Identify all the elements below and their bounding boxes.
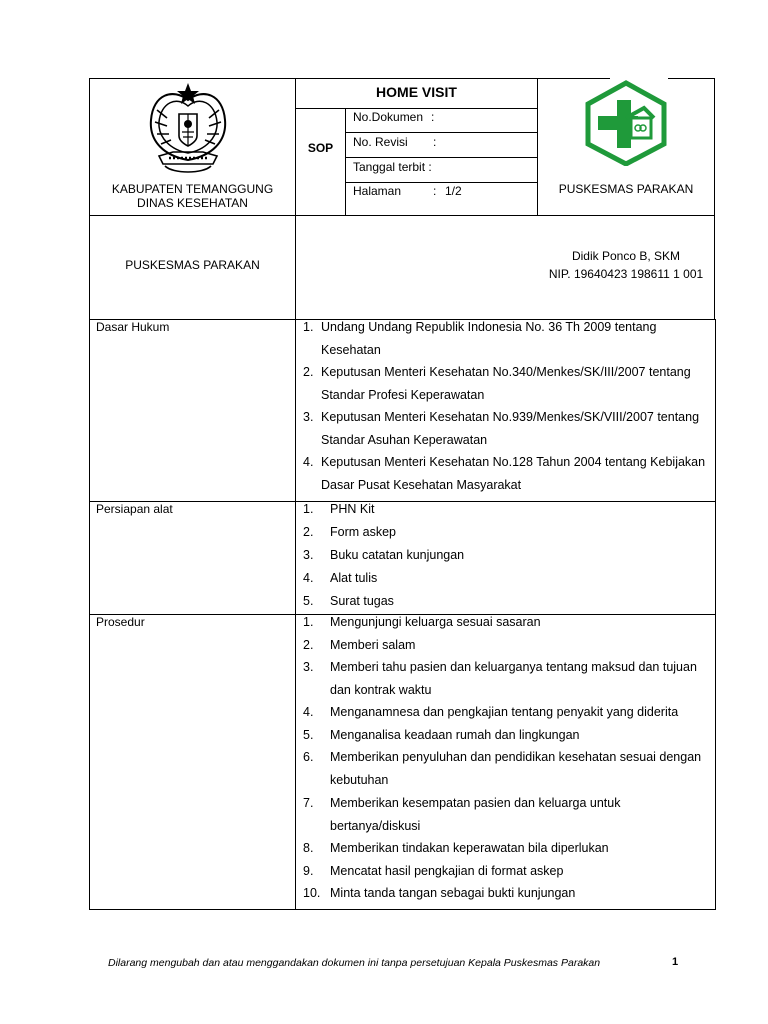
list-item-number: 4. xyxy=(303,571,314,585)
list-item-text: Buku catatan kunjungan xyxy=(330,548,465,562)
doc-field-label: Halaman xyxy=(353,184,402,198)
doc-field-no-revisi xyxy=(353,135,533,149)
list-item-text: Mencatat hasil pengkajian di format askep xyxy=(330,864,564,878)
section-label-dasar-hukum: Dasar Hukum xyxy=(96,320,170,334)
list-item-text: Memberi tahu pasien dan keluarganya tentang maksud dan tujuan xyxy=(330,660,697,674)
list-item-text: Memberi salam xyxy=(330,638,416,652)
puskesmas-logo-icon xyxy=(584,80,668,166)
list-item-number: 4. xyxy=(303,705,314,719)
list-item-text: Memberikan kesempatan pasien dan keluarga untuk xyxy=(330,796,621,810)
list-item-text: dan kontrak waktu xyxy=(330,683,432,697)
list-item-number: 1. xyxy=(303,502,314,516)
list-item-number: 3. xyxy=(303,660,314,674)
page-title: HOME VISIT xyxy=(376,84,457,100)
list-item-number: 1. xyxy=(303,615,314,629)
sop-label: SOP xyxy=(307,141,334,155)
footer-note: Dilarang mengubah dan atau menggandakan dokumen ini tanpa persetujuan Kepala Puskesmas Parakan xyxy=(108,957,601,969)
list-item-text: Dasar Pusat Kesehatan Masyarakat xyxy=(321,478,522,492)
left-org-line2: DINAS KESEHATAN xyxy=(137,196,248,210)
list-item-number: 4. xyxy=(303,455,314,469)
list-item-text: Standar Asuhan Keperawatan xyxy=(321,433,488,447)
list-item-text: Undang Undang Republik Indonesia No. 36 Th 2009 tentang xyxy=(321,320,657,334)
doc-field-label: No. Revisi xyxy=(353,135,408,149)
signer-nip: NIP. 19640423 198611 1 001 xyxy=(548,267,704,281)
doc-field-tanggal-terbit xyxy=(353,160,533,174)
doc-field-label: Tanggal terbit : xyxy=(353,160,432,174)
list-item-text: bertanya/diskusi xyxy=(330,819,421,833)
list-item-text: Keputusan Menteri Kesehatan No.128 Tahun 2004 tentang Kebijakan xyxy=(321,455,706,469)
list-item-text: Memberikan penyuluhan dan pendidikan kesehatan sesuai dengan xyxy=(330,750,702,764)
list-item-number: 7. xyxy=(303,796,314,810)
doc-field-label: No.Dokumen xyxy=(353,110,424,124)
section-label-persiapan-alat: Persiapan alat xyxy=(96,502,173,516)
signer-name: Didik Ponco B, SKM xyxy=(571,249,681,263)
list-item-number: 2. xyxy=(303,365,314,379)
left-org-line1: KABUPATEN TEMANGGUNG xyxy=(111,182,274,196)
list-item-number: 5. xyxy=(303,728,314,742)
doc-field-value: 1/2 xyxy=(445,184,462,198)
list-item-text: Standar Profesi Keperawatan xyxy=(321,388,485,402)
list-item-number: 3. xyxy=(303,548,314,562)
list-item-text: Menganamnesa dan pengkajian tentang penyakit yang diderita xyxy=(330,705,679,719)
section-label-prosedur: Prosedur xyxy=(96,615,145,629)
list-item-text: Keputusan Menteri Kesehatan No.939/Menkes/SK/VIII/2007 tentang xyxy=(321,410,700,424)
list-item-text: Minta tanda tangan sebagai bukti kunjungan xyxy=(330,886,576,900)
list-item-text: Form askep xyxy=(330,525,396,539)
doc-field-sep: : xyxy=(433,184,437,198)
list-item-number: 3. xyxy=(303,410,314,424)
doc-field-halaman xyxy=(353,184,533,198)
doc-field-sep: : xyxy=(433,135,437,149)
list-item-number: 10. xyxy=(303,886,321,900)
doc-field-no-dokumen xyxy=(353,110,533,124)
doc-field-sep: : xyxy=(431,110,435,124)
page-number: 1 xyxy=(672,956,679,968)
right-org-name: PUSKESMAS PARAKAN xyxy=(558,182,694,196)
list-item-number: 9. xyxy=(303,864,314,878)
list-item-text: Menganalisa keadaan rumah dan lingkungan xyxy=(330,728,580,742)
list-item-text: Kesehatan xyxy=(321,343,381,357)
temanggung-regency-emblem-icon xyxy=(143,80,233,178)
list-item-text: Mengunjungi keluarga sesuai sasaran xyxy=(330,615,541,629)
unit-name: PUSKESMAS PARAKAN xyxy=(125,258,260,272)
list-item-text: PHN Kit xyxy=(330,502,375,516)
list-item-text: Keputusan Menteri Kesehatan No.340/Menkes/SK/III/2007 tentang xyxy=(321,365,691,379)
list-item-number: 1. xyxy=(303,320,314,334)
list-item-text: Memberikan tindakan keperawatan bila diperlukan xyxy=(330,841,609,855)
list-item-number: 6. xyxy=(303,750,314,764)
list-item-number: 5. xyxy=(303,594,314,608)
list-item-text: Surat tugas xyxy=(330,594,394,608)
list-item-number: 2. xyxy=(303,638,314,652)
list-item-number: 2. xyxy=(303,525,314,539)
list-item-text: Alat tulis xyxy=(330,571,378,585)
list-item-number: 8. xyxy=(303,841,314,855)
list-item-text: kebutuhan xyxy=(330,773,389,787)
